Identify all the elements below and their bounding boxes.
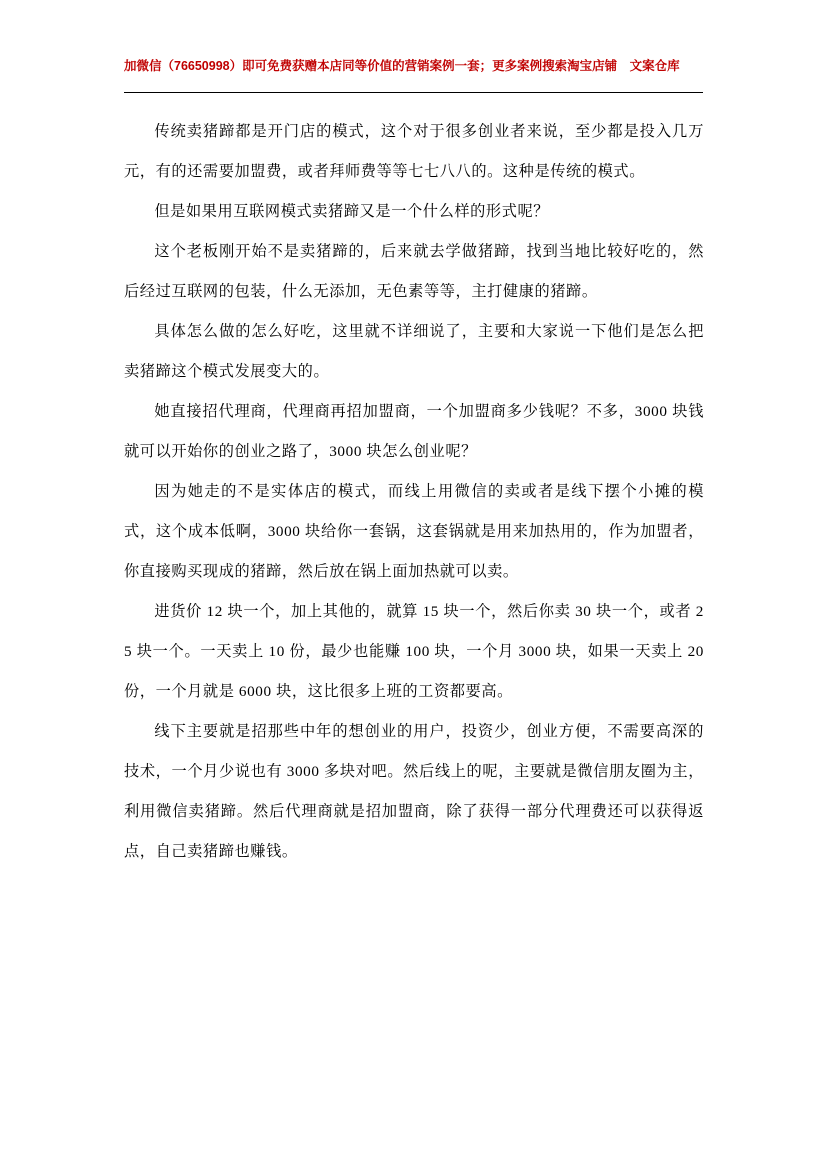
document-body: [124, 112, 704, 872]
paragraph: 她直接招代理商，代理商再招加盟商，一个加盟商多少钱呢？不多，3000 块钱就可以开始你的创业之路了，3000 块怎么创业呢？: [124, 403, 704, 460]
paragraph: 线下主要就是招那些中年的想创业的用户，投资少，创业方便，不需要高深的技术，一个月少说也有 3000 多块对吧。然后线上的呢，主要就是微信朋友圈为主，利用微信卖猪蹄。然后代理商就是招加盟商，除了获得一部分代理费还可以获得返点，自己卖猪蹄也赚钱。: [124, 723, 704, 860]
paragraph: 具体怎么做的怎么好吃，这里就不详细说了，主要和大家说一下他们是怎么把卖猪蹄这个模式发展变大的。: [124, 323, 704, 380]
paragraph: 传统卖猪蹄都是开门店的模式，这个对于很多创业者来说，至少都是投入几万元，有的还需要加盟费，或者拜师费等等七七八八的。这种是传统的模式。: [124, 123, 704, 180]
paragraph: 这个老板刚开始不是卖猪蹄的，后来就去学做猪蹄，找到当地比较好吃的，然后经过互联网的包装，什么无添加，无色素等等，主打健康的猪蹄。: [124, 243, 704, 300]
paragraph: 但是如果用互联网模式卖猪蹄又是一个什么样的形式呢？: [154, 203, 550, 220]
paragraph: 因为她走的不是实体店的模式，而线上用微信的卖或者是线下摆个小摊的模式，这个成本低啊，3000 块给你一套锅，这套锅就是用来加热用的，作为加盟者，你直接购买现成的猪蹄，然后放在锅上面加热就可以卖。: [124, 483, 704, 580]
header-divider: [124, 92, 703, 93]
page-header-note: 加微信（76650998）即可免费获赠本店同等价值的营销案例一套；更多案例搜索淘宝店铺 文案仓库: [124, 59, 680, 73]
paragraph: 进货价 12 块一个，加上其他的，就算 15 块一个，然后你卖 30 块一个，或者 25 块一个。一天卖上 10 份，最少也能赚 100 块，一个月 3000 块，如果一天卖上 20 份，一个月就是 6000 块，这比很多上班的工资都要高。: [124, 603, 704, 700]
